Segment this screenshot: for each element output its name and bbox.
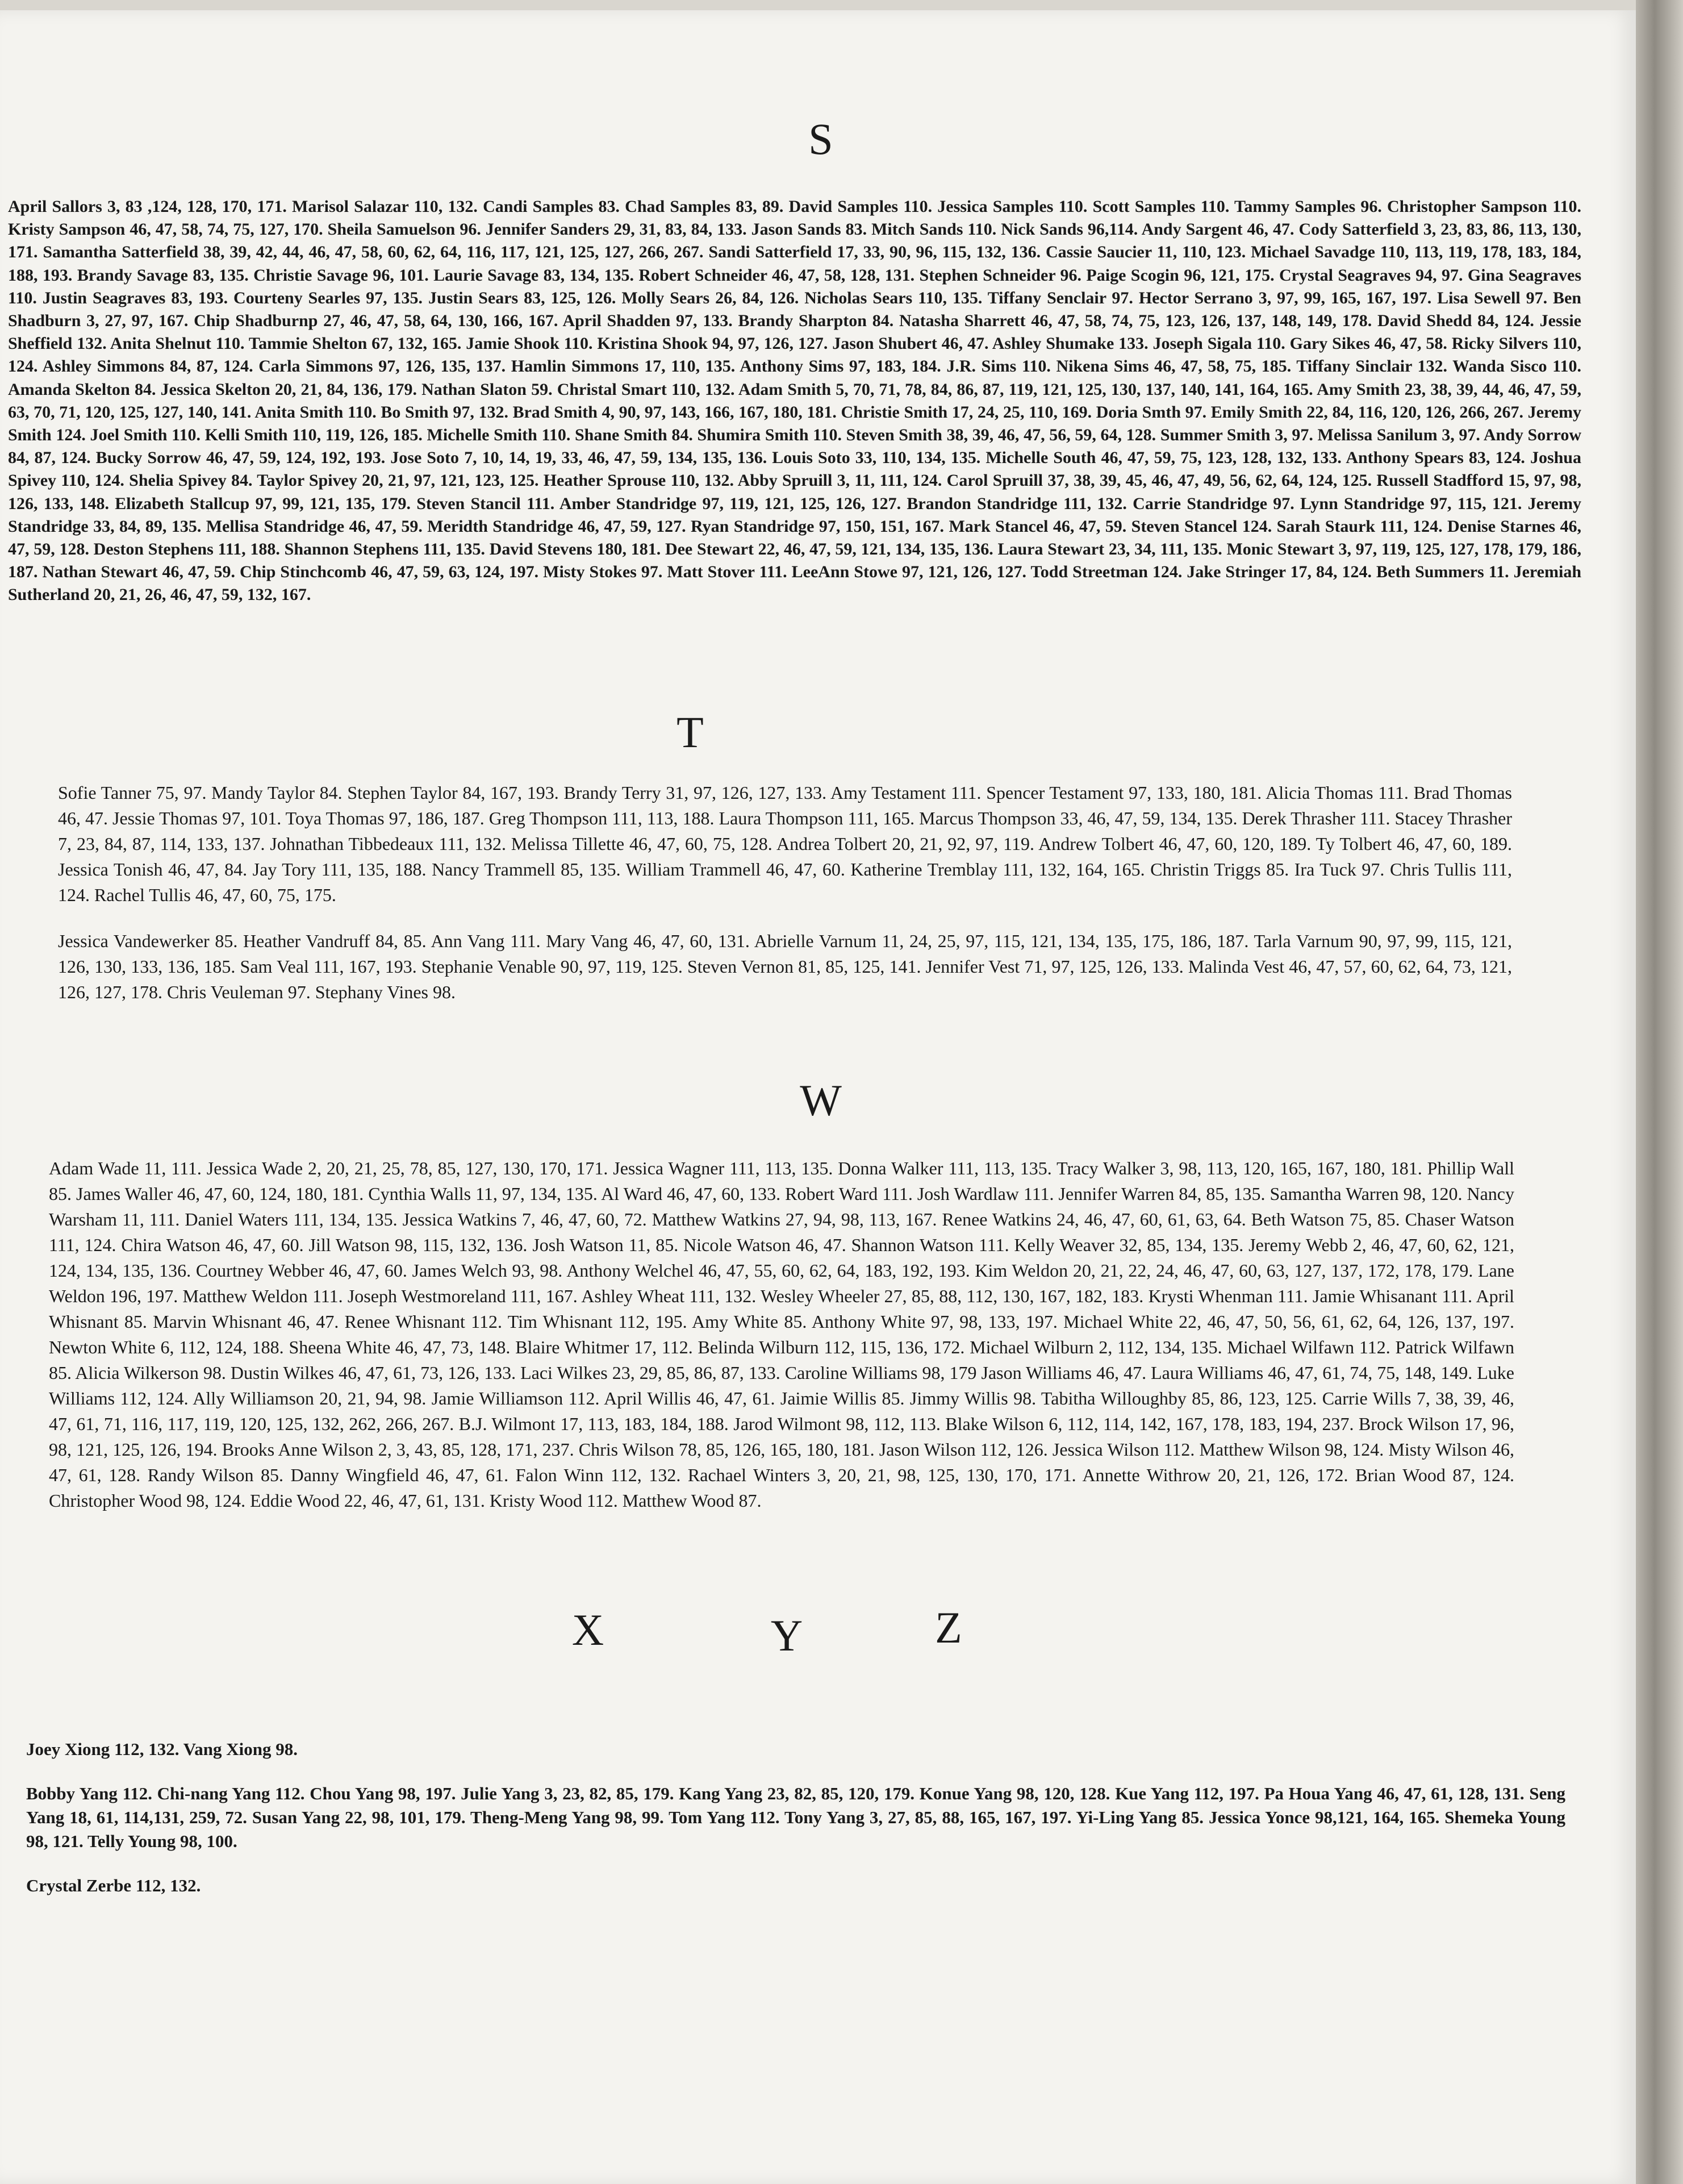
index-entries-t: Sofie Tanner 75, 97. Mandy Taylor 84. Stephen Taylor 84, 167, 193. Brandy Terry 31, 97, 126, 127, 133. Amy Testament 111. Spencer Testament 97, 133, 180, 181. Alicia Thomas 111. Brad Thomas 46, 47. Jessie Thomas 97, 101. Toya Thomas 97, 186, 187. Greg Thompson 111, 113, 188. Laura Thompson 111, 165. Marcus Thompson 33, 46, 47, 59, 134, 135. Derek Thrasher 111. Stacey Thrasher 7, 23, 84, 87, 114, 133, 137. Johnathan Tibbedeaux 111, 132. Melissa Tillette 46, 47, 60, 75, 128. Andrea Tolbert 20, 21, 92, 97, 119. Andrew Tolbert 46, 47, 60, 120, 189. Ty Tolbert 46, 47, 60, 189. Jessica Tonish 46, 47, 84. Jay Tory 111, 135, 188. Nancy Trammell 85, 135. William Trammell 46, 47, 60. Katherine Tremblay 111, 132, 164, 165. Christin Triggs 85. Ira Tuck 97. Chris Tullis 111, 124. Rachel Tullis 46, 47, 60, 75, 175. — [58, 782, 1512, 905]
index-entries-y: Bobby Yang 112. Chi-nang Yang 112. Chou Yang 98, 197. Julie Yang 3, 23, 82, 85, 179. Kang Yang 23, 82, 85, 120, 179. Konue Yang 98, 120, 128. Kue Yang 112, 197. Pa Houa Yang 46, 47, 61, 128, 131. Seng Yang 18, 61, 114,131, 259, 72. Susan Yang 22, 98, 101, 179. Theng-Meng Yang 98, 99. Tom Yang 112. Tony Yang 3, 27, 85, 88, 165, 167, 197. Yi-Ling Yang 85. Jessica Yonce 98,121, 164, 165. Shemeka Young 98, 121. Telly Young 98, 100. — [26, 1783, 1565, 1851]
section-heading-s: S — [808, 114, 833, 164]
index-section-xyz — [26, 1737, 1565, 1898]
section-heading-x: X — [571, 1605, 604, 1654]
index-entries-s: April Sallors 3, 83 ,124, 128, 170, 171. Marisol Salazar 110, 132. Candi Samples 83. Chad Samples 83, 89. David Samples 110. Jessica Samples 110. Scott Samples 110. Tammy Samples 96. Christopher Sampson 110. Kristy Sampson 46, 47, 58, 74, 75, 127, 170. Sheila Samuelson 96. Jennifer Sanders 29, 31, 83, 84, 133. Jason Sands 83. Mitch Sands 110. Nick Sands 96,114. Andy Sargent 46, 47. Cody Satterfield 3, 23, 83, 86, 113, 130, 171. Samantha Satterfield 38, 39, 42, 44, 46, 47, 58, 60, 62, 64, 116, 117, 121, 125, 127, 266, 267. Sandi Satterfield 17, 33, 90, 96, 115, 132, 136. Cassie Saucier 11, 110, 123. Michael Savadge 110, 113, 119, 178, 183, 184, 188, 193. Brandy Savage 83, 135. Christie Savage 96, 101. Laurie Savage 83, 134, 135. Robert Schneider 46, 47, 58, 128, 131. Stephen Schneider 96. Paige Scogin 96, 121, 175. Crystal Seagraves 94, 97. Gina Seagraves 110. Justin Seagraves 83, 193. Courteny Searles 97, 135. Justin Sears 83, 125, 126. Molly Sears 26, 84, 126. Nicholas Sears 110, 135. Tiffany Senclair 97. Hector Serrano 3, 97, 99, 165, 167, 197. Lisa Sewell 97. Ben Shadburn 3, 27, 97, 167. Chip Shadburnp 27, 46, 47, 58, 64, 130, 166, 167. April Shadden 97, 133. Brandy Sharpton 84. Natasha Sharrett 46, 47, 58, 74, 75, 123, 126, 137, 148, 149, 178. David Shedd 84, 124. Jessie Sheffield 132. Anita Shelnut 110. Tammie Shelton 67, 132, 165. Jamie Shook 110. Kristina Shook 94, 97, 126, 127. Jason Shubert 46, 47. Ashley Shumake 133. Joseph Sigala 110. Gary Sikes 46, 47, 58. Ricky Silvers 110, 124. Ashley Simmons 84, 87, 124. Carla Simmons 97, 126, 135, 137. Hamlin Simmons 17, 110, 135. Anthony Sims 97, 183, 184. J.R. Sims 110. Nikena Sims 46, 47, 58, 75, 185. Tiffany Sinclair 132. Wanda Sisco 110. Amanda Skelton 84. Jessica Skelton 20, 21, 84, 136, 179. Nathan Slaton 59. Christal Smart 110, 132. Adam Smith 5, 70, 71, 78, 84, 86, 87, 119, 121, 125, 130, 137, 140, 141, 164, 165. Amy Smith 23, 38, 39, 44, 46, 47, 59, 63, 70, 71, 120, 125, 127, 140, 141. Anita Smith 110. Bo Smith 97, 132. Brad Smith 4, 90, 97, 143, 166, 167, 180, 181. Christie Smith 17, 24, 25, 110, 169. Doria Smth 97. Emily Smith 22, 84, 116, 120, 126, 266, 267. Jeremy Smith 124. Joel Smith 110. Kelli Smith 110, 119, 126, 185. Michelle Smith 110. Shane Smith 84. Shumira Smith 110. Steven Smith 38, 39, 46, 47, 56, 59, 64, 128. Summer Smith 3, 97. Melissa Sanilum 3, 97. Andy Sorrow 84, 87, 124. Bucky Sorrow 46, 47, 59, 124, 192, 193. Jose Soto 7, 10, 14, 19, 33, 46, 47, 59, 134, 135, 136. Louis Soto 33, 110, 134, 135. Michelle South 46, 47, 59, 75, 123, 128, 132, 133. Anthony Spears 83, 124. Joshua Spivey 110, 124. Shelia Spivey 84. Taylor Spivey 20, 21, 97, 121, 123, 125. Heather Sprouse 110, 132. Abby Spruill 3, 11, 111, 124. Carol Spruill 37, 38, 39, 45, 46, 47, 49, 56, 62, 64, 124, 125. Russell Stadfford 15, 97, 98, 126, 133, 148. Elizabeth Stallcup 97, 99, 121, 135, 179. Steven Stancil 111. Amber Standridge 97, 119, 121, 125, 126, 127. Brandon Standridge 111, 132. Carrie Standridge 97. Lynn Standridge 97, 115, 121. Jeremy Standridge 33, 84, 89, 135. Mellisa Standridge 46, 47, 59. Meridth Standridge 46, 47, 59, 127. Ryan Standridge 97, 150, 151, 167. Mark Stancel 46, 47, 59. Steven Stancel 124. Sarah Staurk 111, 124. Denise Starnes 46, 47, 59, 128. Deston Stephens 111, 188. Shannon Stephens 111, 135. David Stevens 180, 181. Dee Stewart 22, 46, 47, 59, 121, 134, 135, 136. Laura Stewart 23, 34, 111, 135. Monic Stewart 3, 97, 119, 125, 127, 178, 179, 186, 187. Nathan Stewart 46, 47, 59. Chip Stinchcomb 46, 47, 59, 63, 124, 197. Misty Stokes 97. Matt Stover 111. LeeAnn Stowe 97, 121, 126, 127. Todd Streetman 124. Jake Stringer 17, 84, 124. Beth Summers 11. Jeremiah Sutherland 20, 21, 26, 46, 47, 59, 132, 167. — [8, 197, 1581, 605]
index-page — [0, 10, 1636, 2184]
index-section-t-v — [58, 780, 1512, 1005]
section-heading-y: Y — [770, 1611, 803, 1660]
index-entries-w: Adam Wade 11, 111. Jessica Wade 2, 20, 21, 25, 78, 85, 127, 130, 170, 171. Jessica Wagner 111, 113, 135. Donna Walker 111, 113, 135. Tracy Walker 3, 98, 113, 120, 165, 167, 180, 181. Phillip Wall 85. James Waller 46, 47, 60, 124, 180, 181. Cynthia Walls 11, 97, 134, 135. Al Ward 46, 47, 60, 133. Robert Ward 111. Josh Wardlaw 111. Jennifer Warren 84, 85, 135. Samantha Warren 98, 120. Nancy Warsham 11, 111. Daniel Waters 111, 134, 135. Jessica Watkins 7, 46, 47, 60, 72. Matthew Watkins 27, 94, 98, 113, 167. Renee Watkins 24, 46, 47, 60, 61, 63, 64. Beth Watson 75, 85. Chaser Watson 111, 124. Chira Watson 46, 47, 60. Jill Watson 98, 115, 132, 136. Josh Watson 11, 85. Nicole Watson 46, 47. Shannon Watson 111. Kelly Weaver 32, 85, 134, 135. Jeremy Webb 2, 46, 47, 60, 62, 121, 124, 134, 135, 136. Courtney Webber 46, 47, 60. James Welch 93, 98. Anthony Welchel 46, 47, 55, 60, 62, 64, 183, 192, 193. Kim Weldon 20, 21, 22, 24, 46, 47, 60, 63, 127, 137, 172, 178, 179. Lane Weldon 196, 197. Matthew Weldon 111. Joseph Westmoreland 111, 167. Ashley Wheat 111, 132. Wesley Wheeler 27, 85, 88, 112, 130, 167, 182, 183. Krysti Whenman 111. Jamie Whisanant 111. April Whisnant 85. Marvin Whisnant 46, 47. Renee Whisnant 112. Tim Whisnant 112, 195. Amy White 85. Anthony White 97, 98, 133, 197. Michael White 22, 46, 47, 50, 56, 61, 62, 64, 126, 137, 197. Newton White 6, 112, 124, 188. Sheena White 46, 47, 73, 148. Blaire Whitmer 17, 112. Belinda Wilburn 112, 115, 136, 172. Michael Wilburn 2, 112, 134, 135. Michael Wilfawn 112. Patrick Wilfawn 85. Alicia Wilkerson 98. Dustin Wilkes 46, 47, 61, 73, 126, 133. Laci Wilkes 23, 29, 85, 86, 87, 133. Caroline Williams 98, 179 Jason Williams 46, 47. Laura Williams 46, 47, 61, 74, 75, 148, 149. Luke Williams 112, 124. Ally Williamson 20, 21, 94, 98. Jamie Williamson 112. April Willis 46, 47, 61. Jaimie Willis 85. Jimmy Willis 98. Tabitha Willoughby 85, 86, 123, 125. Carrie Wills 7, 38, 39, 46, 47, 61, 71, 116, 117, 119, 120, 125, 132, 262, 266, 267. B.J. Wilmont 17, 113, 183, 184, 188. Jarod Wilmont 98, 112, 113. Blake Wilson 6, 112, 114, 142, 167, 178, 183, 194, 237. Brock Wilson 17, 96, 98, 121, 125, 126, 194. Brooks Anne Wilson 2, 3, 43, 85, 128, 171, 237. Chris Wilson 78, 85, 126, 165, 180, 181. Jason Wilson 112, 126. Jessica Wilson 112. Matthew Wilson 98, 124. Misty Wilson 46, 47, 61, 128. Randy Wilson 85. Danny Wingfield 46, 47, 61. Falon Winn 112, 132. Rachael Winters 3, 20, 21, 98, 125, 130, 170, 171. Annette Withrow 20, 21, 126, 172. Brian Wood 87, 124. Christopher Wood 98, 124. Eddie Wood 22, 46, 47, 61, 131. Kristy Wood 112. Matthew Wood 87. — [49, 1158, 1514, 1511]
section-heading-z: Z — [935, 1603, 962, 1652]
section-heading-t: T — [676, 707, 704, 757]
index-section-s — [8, 195, 1581, 607]
index-entries-z: Crystal Zerbe 112, 132. — [26, 1875, 201, 1895]
section-heading-w: W — [800, 1076, 842, 1125]
index-section-w — [49, 1156, 1514, 1514]
book-page-edge — [1636, 0, 1683, 2184]
index-entries-v: Jessica Vandewerker 85. Heather Vandruff 84, 85. Ann Vang 111. Mary Vang 46, 47, 60, 131. Abrielle Varnum 11, 24, 25, 97, 115, 121, 134, 135, 175, 186, 187. Tarla Varnum 90, 97, 99, 115, 121, 126, 130, 133, 136, 185. Sam Veal 111, 167, 193. Stephanie Venable 90, 97, 119, 125. Steven Vernon 81, 85, 125, 141. Jennifer Vest 71, 97, 125, 126, 133. Malinda Vest 46, 47, 57, 60, 62, 64, 73, 121, 126, 127, 178. Chris Veuleman 97. Stephany Vines 98. — [58, 931, 1512, 1002]
index-entries-x: Joey Xiong 112, 132. Vang Xiong 98. — [26, 1739, 298, 1759]
